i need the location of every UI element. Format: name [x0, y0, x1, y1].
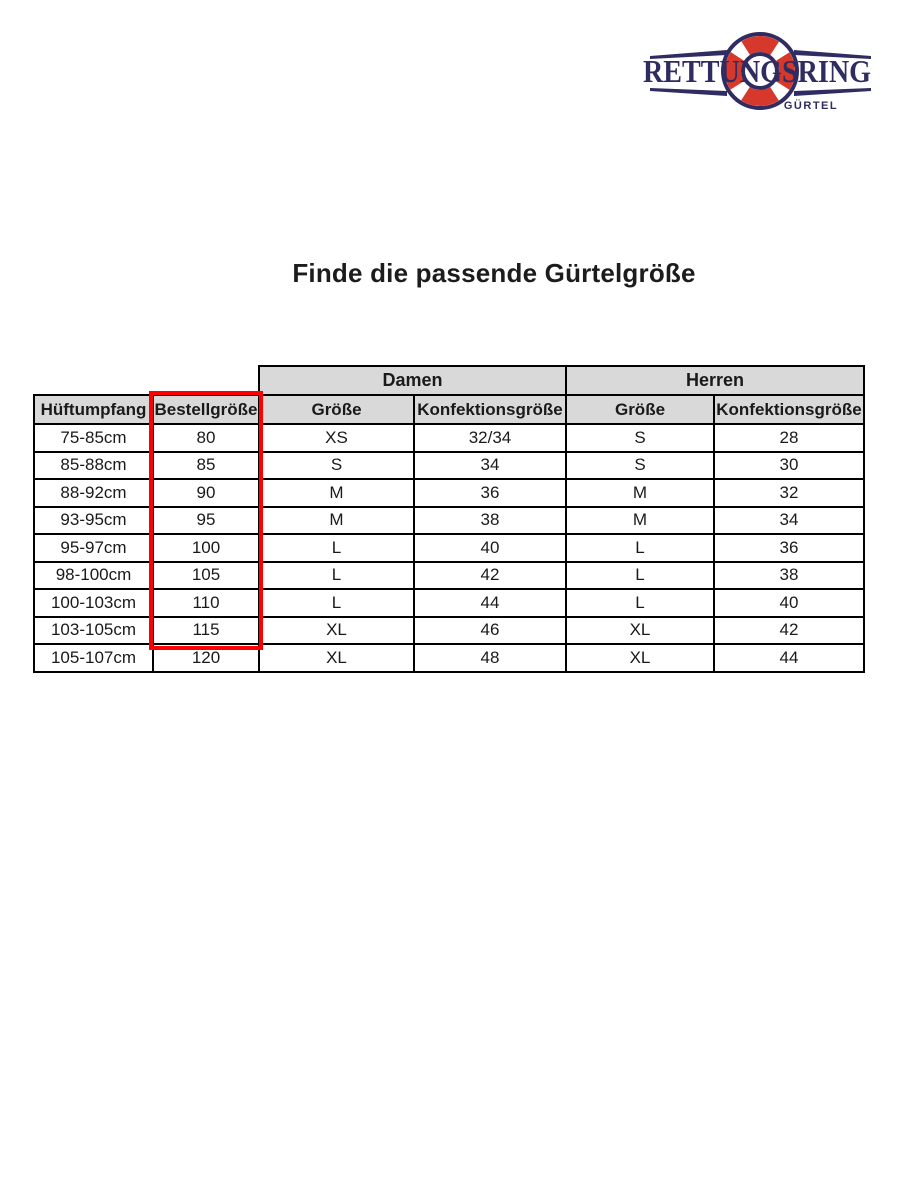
table-cell: S [259, 452, 414, 480]
table-cell: XL [259, 617, 414, 645]
table-cell: 30 [714, 452, 864, 480]
table-body [34, 424, 864, 672]
table-cell: 40 [714, 589, 864, 617]
table-cell: 48 [414, 644, 566, 672]
table-row [34, 562, 864, 590]
table-row [34, 617, 864, 645]
table-cell: L [566, 589, 714, 617]
group-header-damen: Damen [259, 366, 566, 395]
table-cell: 115 [153, 617, 259, 645]
size-table-grid [33, 365, 865, 673]
table-row [34, 589, 864, 617]
table-cell: M [259, 479, 414, 507]
table-cell: 28 [714, 424, 864, 452]
table-cell: 100 [153, 534, 259, 562]
table-cell: 80 [153, 424, 259, 452]
table-cell: L [259, 589, 414, 617]
col-header-herren-groesse: Größe [566, 395, 714, 424]
table-cell: S [566, 424, 714, 452]
logo-rettungsring [628, 24, 878, 119]
table-cell: M [566, 479, 714, 507]
table-cell: 40 [414, 534, 566, 562]
table-cell: 34 [414, 452, 566, 480]
table-cell: L [259, 562, 414, 590]
page-title: Finde die passende Gürtelgröße [292, 258, 696, 288]
col-header-damen-groesse: Größe [259, 395, 414, 424]
group-header-row [34, 366, 864, 395]
table-cell: 110 [153, 589, 259, 617]
col-header-hueftumpfang: Hüftumpfang [34, 395, 153, 424]
table-cell: 38 [714, 562, 864, 590]
group-header-herren: Herren [566, 366, 864, 395]
table-cell: 88-92cm [34, 479, 153, 507]
table-cell: XL [566, 617, 714, 645]
table-cell: 44 [414, 589, 566, 617]
table-cell: 100-103cm [34, 589, 153, 617]
table-cell: 34 [714, 507, 864, 535]
brand-text: RETTUNGSRING [643, 53, 872, 89]
table-cell: 98-100cm [34, 562, 153, 590]
column-header-row [34, 395, 864, 424]
table-cell: L [566, 534, 714, 562]
table-cell: 36 [414, 479, 566, 507]
table-cell: XL [566, 644, 714, 672]
table-cell: 95-97cm [34, 534, 153, 562]
logo-svg [628, 24, 878, 119]
table-row [34, 507, 864, 535]
table-row [34, 534, 864, 562]
table-cell: 46 [414, 617, 566, 645]
table-cell: L [259, 534, 414, 562]
table-cell: 38 [414, 507, 566, 535]
table-row [34, 424, 864, 452]
table-cell: 90 [153, 479, 259, 507]
table-cell: 105 [153, 562, 259, 590]
blank-cell [34, 366, 259, 395]
logo-subtitle: GÜRTEL [783, 100, 839, 112]
table-cell: 42 [414, 562, 566, 590]
table-row [34, 479, 864, 507]
table-cell: XL [259, 644, 414, 672]
col-header-damen-konfektionsgroesse: Konfektionsgröße [414, 395, 566, 424]
table-cell: S [566, 452, 714, 480]
table-row [34, 644, 864, 672]
table-cell: 93-95cm [34, 507, 153, 535]
size-table [33, 365, 863, 673]
table-cell: L [566, 562, 714, 590]
table-cell: 105-107cm [34, 644, 153, 672]
table-cell: 103-105cm [34, 617, 153, 645]
table-cell: 36 [714, 534, 864, 562]
table-cell: 44 [714, 644, 864, 672]
table-cell: M [259, 507, 414, 535]
table-row [34, 452, 864, 480]
table-cell: 85-88cm [34, 452, 153, 480]
table-cell: 42 [714, 617, 864, 645]
col-header-herren-konfektionsgroesse: Konfektionsgröße [714, 395, 864, 424]
table-cell: 120 [153, 644, 259, 672]
table-cell: M [566, 507, 714, 535]
table-cell: 32/34 [414, 424, 566, 452]
table-cell: 32 [714, 479, 864, 507]
col-header-bestellgroesse: Bestellgröße [153, 395, 259, 424]
table-cell: 85 [153, 452, 259, 480]
table-cell: XS [259, 424, 414, 452]
table-cell: 95 [153, 507, 259, 535]
table-cell: 75-85cm [34, 424, 153, 452]
